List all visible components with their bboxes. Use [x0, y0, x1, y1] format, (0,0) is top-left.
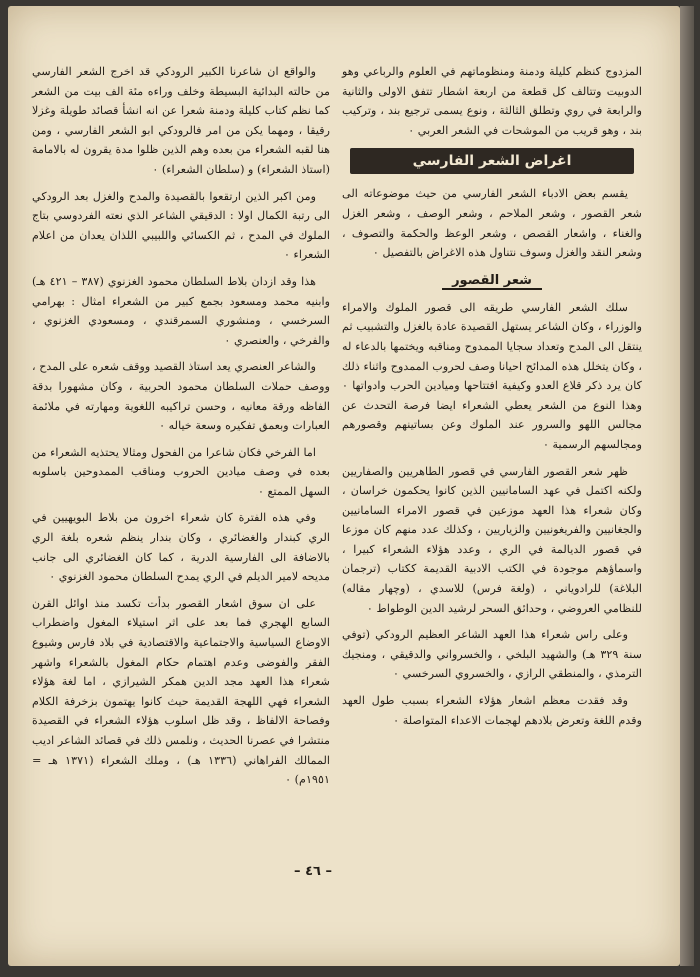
page-number: – ٤٦ – [294, 864, 332, 879]
left-column [32, 62, 330, 797]
paragraph: ظهر شعر القصور الفارسي في قصور الطاهريين والصفاريين ولكنه اكتمل في عهد السامانيين الذين كانوا يحكمون خراسان ، وكان شعراء هذا العهد موزعين في قصور الامراء السامانيين والجغانيين والفريغونيين والزياريين ، وكذلك عدد منهم كان موزعا في قصور الديالمة في الري ، وعدد هؤلاء الشعراء كبيرا ، واسماؤهم موجودة في الكتب الادبية القديمة ككتاب (ترجمان البلاغة) للرادوياني ، (ولغة فرس) للاسدي ، (وچهار مقاله) للنظامي العروضي ، وحدائق السحر لرشيد الدين الوطواط ٠ [342, 464, 642, 615]
right-column [342, 62, 642, 737]
subsection-heading [342, 270, 642, 292]
paragraph: والواقع ان شاعرنا الكبير الرودكي قد اخرج الشعر الفارسي من حالته البدائية البسيطة وخلف وراءه مئة الف بيت من الشعر كما نظم كتاب كليلة ودمنة شعرا عن انه انشأ قصائد طويلة وغزلا رقيقا ، ومهما يكن من امر فالرودكي ابو الشعر الفارسي ، ومن هنا لقبه الشعراء من بعده وهم الذين ظلوا مدة يقرون له بالامامة (استاذ الشعراء) و (سلطان الشعراء) ٠ [32, 65, 330, 176]
paragraph: سلك الشعر الفارسي طريقه الى قصور الملوك والامراء والوزراء ، وكان الشاعر يستهل القصيدة عادة بالغزل والتشبيب ثم ينتقل الى المدح وتعداد سجايا الممدوح ومناقبه ويختمها بالدعاء له ، وكان يتخلل هذه المدائح احيانا وصف لحروب الممدوح واثناء ذلك كان يرد ذكر قلاع العدو وكيفية افتتاحها وميادين الحرب وادواتها ٠ وهذا النوع من الشعر يعطي الشعراء ايضا فرصة التحدث عن مجالس اللهو والسرور عند الملوك وعن بساتينهم وقصورهم ومجالسهم الرسمية ٠ [342, 300, 642, 451]
book-page [8, 6, 680, 966]
paragraph: اما الفرخي فكان شاعرا من الفحول ومثالا يحتذيه الشعراء من بعده في وصف ميادين الحروب ومناقب الممدوحين باسلوبه السهل الممتع ٠ [32, 445, 330, 498]
page-edge [680, 6, 694, 966]
subsection-heading-text: شعر القصور [442, 273, 542, 290]
paragraph: على ان سوق اشعار القصور بدأت تكسد منذ اوائل القرن السابع الهجري فما بعد على اثر استيلاء المغول واضطراب الاوضاع السياسية والاجتماعية والاقتصادية في بلاد فارس وشيوع الفقر والفوضى وعدم اهتمام حكام المغول بالشعراء واشهر شعراء هذا العهد مجد الدين همكر الشيرازي ، اما لغة هؤلاء الشعراء فهي اللهجة القديمة حيث كانوا يهتمون بزخرفة الكلام وفصاحة الالفاظ ، وقد ظل اسلوب هؤلاء الشعراء في القصيدة منتشرا في عصرنا الحديث ، ونلمس ذلك في قصائد الشاعر اديب الممالك الفراهاني (١٣٣٦ هـ) ، وملك الشعراء (١٣٧١ هـ = ١٩٥١م) ٠ [32, 596, 330, 787]
section-heading: اغراض الشعر الفارسي [350, 148, 634, 174]
paragraph: المزدوج كنظم كليلة ودمنة ومنظوماتهم في العلوم والرباعي وهو الدوبيت وتتالف كل قطعة من اربعة اشطار تتفق الاولى والثانية والرابعة في روي وتطلق الثالثة ، ونوع يسمى ترجيع بند ، وتركيب بند ، وهو قريب من الموشحات في الشعر العربي ٠ [342, 65, 642, 137]
paragraph: ومن اكبر الذين ارتقعوا بالقصيدة والمدح والغزل بعد الرودكي الى رتبة الكمال اولا : الدقيقي الشاعر الذي نعته الفردوسي بتاج الملوك في المدح ، ثم الكسائي واللبيبي اللذان يعدان من اعلام الشعراء ٠ [32, 189, 330, 262]
paragraph: والشاعر العنصري يعد استاذ القصيد ووقف شعره على المدح ، ووصف حملات السلطان محمود الحربية ، وكان مشهورا بدقة الفاظه ورقة معانيه ، وحسن تراكيبه اللغوية ومهارته في ملائمة العبارات وبعمق تفكيره وسعة خياله ٠ [32, 360, 330, 433]
paragraph: يقسم بعض الادباء الشعر الفارسي من حيث موضوعاته الى شعر القصور ، وشعر الملاحم ، وشعر الوصف ، وشعر الغزل والغناء ، واشعار القصص ، وشعر الوعظ والحكمة والتصوف ، وشعر النقد والغزل وسوف نتناول هذه الاغراض بالتفصيل ٠ [342, 187, 642, 260]
paragraph: وعلى راس شعراء هذا العهد الشاعر العظيم الرودكي (توفي سنة ٣٢٩ هـ) والشهيد البلخي ، والخسرواني والدقيقي ، ومنجيك الترمذي ، والمنطقي الرازي ، والخسروي السرخسي ٠ [342, 628, 642, 681]
paragraph: هذا وقد ازدان بلاط السلطان محمود الغزنوي (٣٨٧ – ٤٢١ هـ) وابنيه محمد ومسعود بجمع كبير من الشعراء امثال : بهرامي السرخسي ، ومنشوري السمرقندي ، ومسعودي الغزنوي ، والفرخي ، والعنصري ٠ [32, 274, 330, 347]
paragraph: وفي هذه الفترة كان شعراء اخرون من بلاط البويهيين في الري كبندار والغضائري ، وكان بندار ينظم شعره بلغة الري بالاضافة الى الفارسية الدرية ، كما كان الغضائري الى جانب مديحه لامير الديلم في الري يمدح السلطان محمود الغزنوي ٠ [32, 511, 330, 584]
paragraph: وقد فقدت معظم اشعار هؤلاء الشعراء بسبب طول العهد وقدم اللغة وتعرض بلادهم لهجمات الاعداء المتواصلة ٠ [342, 694, 642, 727]
